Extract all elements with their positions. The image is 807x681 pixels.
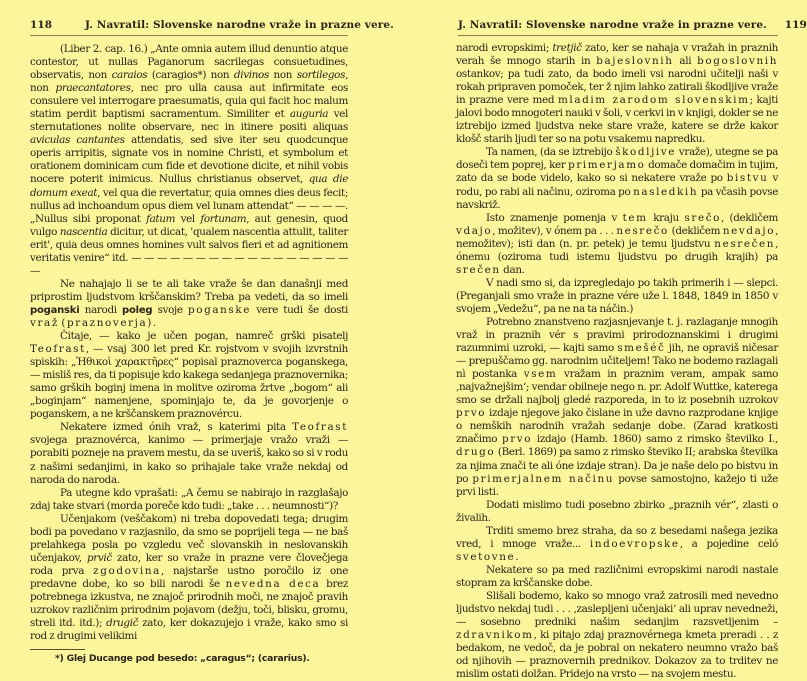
italic-text: prvič <box>86 551 112 564</box>
spaced-emphasis: bogoslovnih <box>697 55 779 68</box>
spaced-emphasis: srečo <box>684 211 721 224</box>
text-run: , ki pitajo zdaj praznovérnega kmeta preradi . . z bedakom, ne vedoč, da je pobral on nekatero neumno vražo baš od njihovih — praznovernih prednikov. Dokazov za to trditev ne mislim ostati dolžan. Pridejo na vrsto — na svojem mestu. <box>456 629 778 681</box>
footnote: *) Glej Ducange pod besedo: „caragus“; (cararius). <box>55 653 310 665</box>
text-run: zato, ker dokazujejo i vraže, kako smo si rod z drugimi velikimi <box>30 617 348 643</box>
spaced-emphasis: nevedna deca <box>225 577 321 590</box>
text-run: izdajo (Hamb. 1860) samo z rimsko številko I., <box>532 433 778 446</box>
text-run: , najstarše ustno poročilo iz one predavne dobe, ko so bili narodi še <box>30 564 349 590</box>
text-run: (Liber 2. cap. 16.) „Ante omnia autem illud denuntio atque contestor, ut nullas Paganorum sacrilegas consuetudines, observatis, non <box>30 43 348 82</box>
text-run: Potrebno znanstveno razjasnjevanje t. j. razlaganje mnogih vraž in praznih vér s pravimi prirodoznanskimi i drugimi razumnimi uzroki, — kajti samo <box>456 315 778 355</box>
text-run: vel sternutationes nolite observare, nec in itinere positi aliquas <box>30 108 348 134</box>
page-number: 118 <box>30 19 53 31</box>
text-run: dan. <box>500 263 525 276</box>
text-run: , — vsaj 300 let pred Kr. rojstvom v svojih izvrstnih spiskih: „Ἠθικοὶ χαρακτῆρες“ popisal praznoverca poganskega, — misliš res, da ti popisuje kdo kakega sedanjega praznovernika; samo grških boginj imena in molitve oziroma žrtve „bogom“ ali „boginjam“ namenjene, spominjajo te, da je govorjenje o poganskem, a ne krščanskem praznovércu. <box>30 343 348 421</box>
page-body <box>456 42 778 681</box>
paragraph <box>456 277 778 316</box>
spaced-emphasis: poganske <box>187 303 252 316</box>
italic-text: tretjič <box>552 42 582 54</box>
text-run: , non <box>30 69 349 95</box>
text-run: Čitaje, — kako je učen pogan, namreč grški pisatelj <box>60 330 348 343</box>
text-run: brez potrebnega izkustva, ne znajoč prirodnih moči, ne znajoč pravih uzrokov različnim prirodnim pojavom (dežju, toči, blisku, gromu, streli itd. itd.); <box>30 577 348 630</box>
italic-text: qua die domum exeat <box>30 173 348 199</box>
spaced-emphasis: bajeslovnih <box>596 55 674 68</box>
text-run: narodi <box>79 303 122 316</box>
italic-text: praecantatores <box>55 82 131 95</box>
spaced-emphasis: primerjalnem načinu <box>472 472 615 485</box>
paragraph <box>30 421 348 486</box>
text-run: Isto znamenje pomenja v <box>486 211 623 224</box>
italic-text: caraios <box>111 69 148 82</box>
text-run: svoje <box>152 303 188 316</box>
text-run: ali <box>673 55 698 68</box>
spaced-emphasis: srečen <box>456 263 501 276</box>
text-run: Nekatere so pa med različnimi evropskimi narodi nastale stopram za krščanske dobe. <box>456 563 778 589</box>
text-run: domače domačim in tujim, zato da se bode videlo, kako so si nekatere vraže po <box>456 159 778 185</box>
text-run: svojega praznovérca, kanimo — primerjaje vražo vraži — porabiti pozneje na pravem mestu, da se uveriš, kako so si v rodu z našimi sedanjimi, in kako so prihajale take vraže nekdaj od naroda do naroda. <box>30 434 348 486</box>
text-run: Dodati mislimo tudi posebno zbirko „praznih vér“, zlasti o živalih. <box>456 498 778 524</box>
text-run: , nemožitev); isti dan (n. pr. petek) je temu ljudstvu <box>456 224 779 250</box>
paragraph <box>456 146 778 211</box>
italic-text: aviculas cantantes <box>30 134 125 147</box>
text-run: dicitur, ut dicat, 'qualem nascentia attulit, taliter erit', quia deus omnes homines vult salvos fieri et ad agnitionem veritatis venire“ itd. — — — — — — — — — — — — — — — — — — <box>30 225 349 277</box>
text-run: vraže), utegne se pa doseči tem poprej, ker <box>456 146 778 172</box>
spaced-emphasis: primerjamo <box>568 159 646 172</box>
text-run: izdaje njegove jako čislane in uže davno razprodane knjige o nemških narodnih vražah sedanje dobe. (Zarad kratkosti značimo <box>456 407 778 446</box>
text-run: jih, ne opraviš ničesar — prepuščamo gg. narodnim učiteljem! Tako ne bodemo razlagali nì postanka <box>456 342 779 381</box>
text-run: Slišali bodemo, kako so mnogo vraž zatrosili med nevedno ljudstvo nekdaj tudi . . . ‚zaslepljeni učenjaki‘ ali uprav nevedneži, — sosebno predniki našim sedanjim razsvetljenim – <box>456 589 778 629</box>
text-run: . <box>152 316 156 329</box>
italic-text: divinos <box>233 69 269 82</box>
spaced-emphasis: vdajo <box>456 224 493 237</box>
spaced-emphasis: nevdajo <box>722 224 776 237</box>
paragraph <box>456 590 778 681</box>
italic-text: nascentia <box>59 225 108 238</box>
spaced-emphasis: nesrečen <box>714 237 776 250</box>
spaced-emphasis: nesrečo <box>616 224 669 237</box>
paragraph <box>456 525 778 564</box>
italic-text: auguria <box>289 108 329 121</box>
running-header <box>458 19 807 33</box>
text-run: zato, ker se nahaja v vražah in praznih verah še mnogo starih in <box>456 42 779 68</box>
spaced-emphasis: (praznoverja) <box>61 316 153 329</box>
text-run: Ta namen, (da se iztrebijo <box>486 146 616 159</box>
text-run: , ónemu (oziroma tudi istemu ljudstvu po drugih krajih) pa <box>456 237 778 263</box>
text-run: (Berl. 1869) pa samo z rimsko števiko II; arabska številka za njima znači te ali óne izdaje stran). Da je naše delo po bistvu in po <box>456 446 778 485</box>
spaced-emphasis: prvo <box>456 407 487 420</box>
paragraph <box>456 42 778 146</box>
text-run: narodi evropskimi; <box>456 42 553 54</box>
text-run: Učenjakom (veščakom) ni treba dopovedati tega; drugim bodi pa povedano v razjasnilo, da smo se poprijeli tega — ne baš prelahkega posla po vzgledu več slovanskih in neslovanskih učenjakov, <box>30 512 348 564</box>
text-run: Nekatere izmed ónih vraž, s katerimi pita <box>60 421 293 434</box>
text-run: , (dekličem <box>720 211 779 224</box>
footnote-rule <box>30 649 85 650</box>
text-run: Pa utegne kdo vprašati: „A čemu se nabirajo in razglašajo zdaj take stvari (morda poreče kdo tudi: „take . . . neumnosti“)? <box>30 486 348 512</box>
text-run: vel <box>175 212 201 225</box>
spaced-emphasis: zgodovina <box>93 564 161 577</box>
spaced-emphasis: škodljive <box>615 146 677 159</box>
paragraph <box>456 564 778 590</box>
spaced-emphasis: zdravnikom <box>456 629 534 642</box>
spaced-emphasis: Teofrast <box>292 421 348 434</box>
paragraph <box>30 487 348 513</box>
spaced-emphasis: drugo <box>456 446 496 459</box>
header-rule <box>458 35 778 36</box>
text-run: zato, ker so vraže in prazne vere človečjega roda prva <box>30 551 349 577</box>
text-run: vere tudi še dosti <box>251 303 348 316</box>
bold-text: poleg <box>121 304 153 316</box>
italic-text: fortunam <box>200 212 247 225</box>
running-head-title: J. Navratil: Slovenske narodne vraže in prazne vere. <box>85 19 394 31</box>
bold-text: poganski <box>30 304 80 316</box>
text-run: , aut genesin, quod vulgo <box>30 212 348 238</box>
text-run: povse samostojno, kažejo ti uže prvi listi. <box>456 472 778 498</box>
text-run: kraju <box>647 211 685 224</box>
spaced-emphasis: mladim zarodom slovenskim <box>557 94 750 107</box>
paragraph <box>30 43 348 278</box>
text-run: (dekličem <box>668 224 723 237</box>
text-run: , vel qua die revertatur, quia omnes dies deus fecit; nullus ad inchoandum opus diem vel lunam attendat“ — — — —. „Nullus sibi proponat <box>30 186 348 225</box>
paragraph <box>456 316 778 499</box>
spaced-emphasis: smešéč <box>617 342 666 355</box>
text-run: (caragios*) non <box>147 69 234 82</box>
spaced-emphasis: indoevropske <box>589 537 680 550</box>
text-run: non <box>268 69 297 82</box>
spaced-emphasis: svetovne <box>456 550 516 563</box>
spaced-emphasis: vraž <box>30 316 59 329</box>
spaced-emphasis: vsem <box>523 368 558 381</box>
text-run: Trditi smemo brez straha, da so z besedami našega jezika vred, i mnoge vraže... <box>456 524 778 550</box>
running-head-title: J. Navratil: Slovenske narodne vraže in prazne vere. <box>458 19 767 31</box>
spaced-emphasis: bistvu <box>726 172 769 185</box>
left-page <box>0 0 400 665</box>
italic-text: fatum <box>146 212 176 225</box>
text-run: ; kajti jalovi bodo mnogoteri nauki v šoli, v cerkvi in v knjigi, dokler se ne iztrebijo izmed ljudstva neke stare vraže, katere se drže kakor klošč starih ljudi ter so na potu vsakemu napredku. <box>456 94 778 146</box>
header-rule <box>30 35 348 36</box>
page-flow <box>456 42 778 681</box>
text-run: pa včasih povse navskriž. <box>456 185 778 211</box>
text-run: Ne nahajajo li se te ali take vraže še dan današnji med priprostim ljudstvom krščanskim? Treba pa vedeti, da so imeli <box>30 277 348 303</box>
running-header <box>30 19 394 33</box>
text-run: attendatis, sed sive iter seu quodcunque operis arripitis, signate vos in nomine Christi, et symbolum et orationem dominicam cum fide et devotione dicite, et nihil vobis nocere poterit inimicus. Nullus christianus observet, <box>30 134 348 186</box>
page-number: 119 <box>784 19 807 31</box>
spaced-emphasis: Teofrast <box>30 343 86 356</box>
paragraph <box>30 513 348 643</box>
text-run: V nadi smo si, da izpregledajo po takih primerih i — slepci. (Preganjali smo vraže in prazne vére uže l. 1848, 1849 in 1850 v svojem „Vedežu“, pa ne na ta náčin.) <box>456 276 778 315</box>
page-flow <box>30 43 348 664</box>
text-run: vražam in praznim veram, ampak samo ‚najvažnejšim‘; vendar obilneje nego n. pr. Adolf Wuttke, katerega smo se držali najbolj gledé razporeda, in to iz posebnih uzrokov <box>456 368 778 407</box>
page-body <box>30 43 348 643</box>
right-page <box>400 0 807 681</box>
text-run: v rodu, po rabi ali načinu, oziroma po <box>456 172 778 198</box>
text-run: ostankov; pa tudi zato, da bodo imeli vsi narodni učitelji naši v rokah pripraven pomoček, ter ž njim lahko zatirali škodljive vraže in prazne vere med <box>456 68 778 107</box>
spaced-emphasis: nasledkih <box>633 185 699 198</box>
text-run: . <box>515 550 519 563</box>
italic-text: sortilegos <box>296 69 346 82</box>
paragraph <box>456 212 778 277</box>
spaced-emphasis: prvo <box>501 433 533 446</box>
paragraph <box>30 330 348 421</box>
spaced-emphasis: tem <box>622 211 648 224</box>
text-run: , a pojedine celó <box>679 537 778 550</box>
italic-text: drugič <box>106 617 139 630</box>
paragraph <box>30 278 348 330</box>
text-run: , nec pro ulla causa aut infirmitate eos consulere vel interrogare praesumatis, quia qui facit hoc malum statim perdit baptismi sacramentum. Similiter et <box>30 82 348 121</box>
paragraph <box>456 499 778 525</box>
text-run: , možitev), v ónem pa . . . <box>492 224 617 237</box>
